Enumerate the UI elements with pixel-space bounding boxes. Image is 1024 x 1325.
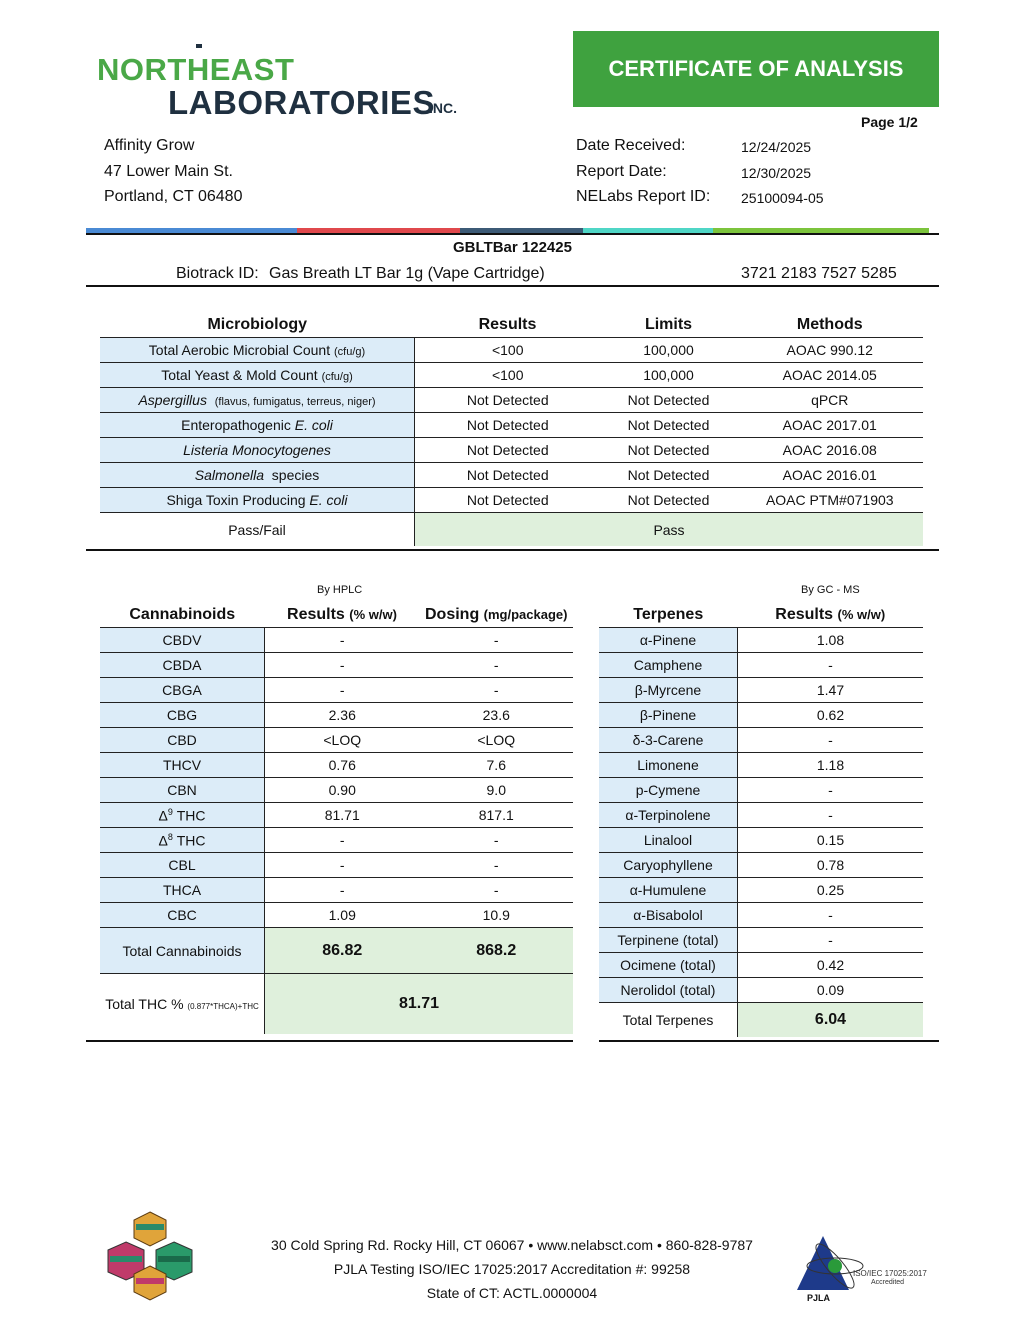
- result-cell: -: [265, 853, 420, 878]
- divider: [86, 1040, 573, 1042]
- result-cell: 2.36: [265, 703, 420, 728]
- total-result: 86.82: [265, 928, 420, 974]
- result-cell: 0.42: [738, 953, 924, 978]
- table-row: [100, 703, 573, 728]
- table-row: [100, 753, 573, 778]
- row-label: Ocimene (total): [599, 953, 738, 978]
- logo-northeast: NORTHEAST: [97, 52, 295, 87]
- dosing-cell: 817.1: [420, 803, 574, 828]
- divider: [86, 285, 939, 287]
- pass-fail-row: [100, 513, 923, 547]
- table-row: [100, 413, 923, 438]
- result-cell: Not Detected: [415, 463, 601, 488]
- row-label: Nerolidol (total): [599, 978, 738, 1003]
- row-label: Enteropathogenic E. coli: [100, 413, 415, 438]
- total-dosing: 868.2: [420, 928, 574, 974]
- row-label: Listeria Monocytogenes: [100, 438, 415, 463]
- row-label: p-Cymene: [599, 778, 738, 803]
- result-cell: 0.76: [265, 753, 420, 778]
- table-row: [100, 878, 573, 903]
- table-row: [100, 463, 923, 488]
- row-label: Aspergillus (flavus, fumigatus, terreus, niger): [100, 388, 415, 413]
- table-row: [100, 488, 923, 513]
- table-row: [100, 803, 573, 828]
- dosing-cell: -: [420, 828, 574, 853]
- dosing-cell: 10.9: [420, 903, 574, 928]
- row-label: Total Cannabinoids: [100, 928, 265, 974]
- method-cell: AOAC 990.12: [737, 338, 924, 363]
- row-label: δ-3-Carene: [599, 728, 738, 753]
- table-row: [100, 678, 573, 703]
- row-label: Caryophyllene: [599, 853, 738, 878]
- iso-accredited-label: Accredited: [871, 1279, 905, 1286]
- limit-cell: 100,000: [601, 338, 737, 363]
- result-cell: -: [738, 728, 924, 753]
- hplc-method-label: By HPLC: [317, 584, 363, 596]
- row-label: CBDA: [100, 653, 265, 678]
- result-cell: -: [265, 678, 420, 703]
- limit-cell: Not Detected: [601, 413, 737, 438]
- row-label: CBD: [100, 728, 265, 753]
- table-row: [100, 438, 923, 463]
- col-header: Results (% w/w): [287, 606, 397, 623]
- result-cell: -: [265, 628, 420, 653]
- limit-cell: Not Detected: [601, 438, 737, 463]
- row-label: Pass/Fail: [100, 513, 415, 547]
- col-header: Results (% w/w): [775, 606, 886, 623]
- result-cell: Not Detected: [415, 413, 601, 438]
- footer-state-license: State of CT: ACTL.0000004: [426, 1285, 598, 1301]
- result-cell: 81.71: [265, 803, 420, 828]
- table-row: [599, 828, 923, 853]
- method-cell: AOAC 2016.08: [737, 438, 924, 463]
- coa-banner: CERTIFICATE OF ANALYSIS: [573, 31, 939, 107]
- divider: [599, 1040, 939, 1042]
- dosing-cell: -: [420, 853, 574, 878]
- table-row: [100, 388, 923, 413]
- iso-label: ISO/IEC 17025:2017: [853, 1269, 927, 1278]
- result-cell: <100: [415, 363, 601, 388]
- page-number: Page 1/2: [861, 114, 918, 130]
- pass-fail-value: Pass: [415, 513, 924, 547]
- dosing-cell: 7.6: [420, 753, 574, 778]
- result-cell: <LOQ: [265, 728, 420, 753]
- col-header: Dosing (mg/package): [425, 606, 568, 623]
- method-cell: AOAC 2014.05: [737, 363, 924, 388]
- table-row: [100, 903, 573, 928]
- result-cell: 1.18: [738, 753, 924, 778]
- logo-laboratories: LABORATORIES: [168, 84, 435, 121]
- table-row: [599, 653, 923, 678]
- row-label: $\Delta^8$ THC: [100, 828, 265, 853]
- dosing-cell: <LOQ: [420, 728, 574, 753]
- row-label: β-Pinene: [599, 703, 738, 728]
- row-label: Total Aerobic Microbial Count (cfu/g): [100, 338, 415, 363]
- biotrack-label: Biotrack ID:: [176, 265, 259, 282]
- total-thc-row: [100, 974, 573, 1035]
- result-cell: -: [738, 803, 924, 828]
- report-date-label: Report Date:: [576, 163, 667, 180]
- dosing-cell: -: [420, 678, 574, 703]
- table-row: [599, 878, 923, 903]
- footer-address: 30 Cold Spring Rd. Rocky Hill, CT 06067 • www.nelabsct.com • 860-828-9787: [271, 1237, 753, 1253]
- method-cell: AOAC PTM#071903: [737, 488, 924, 513]
- result-cell: -: [265, 653, 420, 678]
- result-cell: 1.08: [738, 628, 924, 653]
- table-row: [599, 678, 923, 703]
- sample-description: Gas Breath LT Bar 1g (Vape Cartridge): [269, 265, 545, 282]
- table-row: [599, 728, 923, 753]
- table-row: [599, 903, 923, 928]
- row-label: CBG: [100, 703, 265, 728]
- table-row: [599, 803, 923, 828]
- dosing-cell: -: [420, 878, 574, 903]
- divider: [86, 549, 939, 551]
- divider: [86, 233, 939, 235]
- col-header: Microbiology: [207, 316, 308, 333]
- cannabinoids-table: [100, 603, 573, 1034]
- gcms-method-label: By GC - MS: [801, 584, 860, 596]
- row-label: THCA: [100, 878, 265, 903]
- result-cell: Not Detected: [415, 438, 601, 463]
- date-received-value: 12/24/2025: [741, 139, 812, 155]
- report-date-value: 12/30/2025: [741, 165, 812, 181]
- total-thc-value: 81.71: [265, 974, 574, 1035]
- total-cannabinoids-row: [100, 928, 573, 974]
- col-header: Limits: [644, 316, 693, 333]
- dosing-cell: -: [420, 653, 574, 678]
- result-cell: 1.47: [738, 678, 924, 703]
- logo-inc: INC.: [429, 100, 457, 116]
- table-row: [599, 703, 923, 728]
- client-name: Affinity Grow: [104, 137, 195, 154]
- table-row: [599, 853, 923, 878]
- row-label: Shiga Toxin Producing E. coli: [100, 488, 415, 513]
- row-label: α-Humulene: [599, 878, 738, 903]
- pjla-logo-icon: [793, 1232, 943, 1304]
- row-label: β-Myrcene: [599, 678, 738, 703]
- dosing-cell: 23.6: [420, 703, 574, 728]
- sample-name: GBLTBar 122425: [453, 239, 572, 256]
- result-cell: 0.25: [738, 878, 924, 903]
- result-cell: -: [738, 928, 924, 953]
- table-row: [100, 728, 573, 753]
- footer-accreditation: PJLA Testing ISO/IEC 17025:2017 Accreditation #: 99258: [333, 1261, 691, 1277]
- row-label: α-Terpinolene: [599, 803, 738, 828]
- table-row: [100, 653, 573, 678]
- row-label: Salmonella species: [100, 463, 415, 488]
- result-cell: 1.09: [265, 903, 420, 928]
- row-label: CBL: [100, 853, 265, 878]
- col-header: Terpenes: [633, 606, 704, 623]
- table-row: [599, 753, 923, 778]
- table-row: [599, 978, 923, 1003]
- table-row: [100, 853, 573, 878]
- row-label: Total THC % (0.877*THCA)+THC: [100, 974, 265, 1035]
- table-row: [100, 338, 923, 363]
- result-cell: -: [738, 653, 924, 678]
- table-row: [599, 778, 923, 803]
- table-row: [599, 628, 923, 653]
- row-label: Linalool: [599, 828, 738, 853]
- total-terpenes-value: 6.04: [738, 1003, 924, 1038]
- row-label: Terpinene (total): [599, 928, 738, 953]
- limit-cell: 100,000: [601, 363, 737, 388]
- table-row: [100, 828, 573, 853]
- microbiology-table: [100, 313, 923, 546]
- result-cell: -: [265, 828, 420, 853]
- result-cell: 0.62: [738, 703, 924, 728]
- client-address-2: Portland, CT 06480: [104, 188, 243, 205]
- result-cell: Not Detected: [415, 388, 601, 413]
- result-cell: 0.78: [738, 853, 924, 878]
- method-cell: AOAC 2016.01: [737, 463, 924, 488]
- result-cell: 0.09: [738, 978, 924, 1003]
- row-label: CBC: [100, 903, 265, 928]
- client-address-1: 47 Lower Main St.: [104, 163, 233, 180]
- limit-cell: Not Detected: [601, 488, 737, 513]
- result-cell: -: [738, 778, 924, 803]
- table-row: [100, 628, 573, 653]
- row-label: Camphene: [599, 653, 738, 678]
- method-cell: AOAC 2017.01: [737, 413, 924, 438]
- row-label: THCV: [100, 753, 265, 778]
- report-id-value: 25100094-05: [741, 190, 824, 206]
- limit-cell: Not Detected: [601, 388, 737, 413]
- row-label: α-Bisabolol: [599, 903, 738, 928]
- flask-icon: [191, 44, 207, 62]
- col-header: Cannabinoids: [129, 606, 236, 623]
- result-cell: -: [265, 878, 420, 903]
- total-terpenes-row: [599, 1003, 923, 1038]
- table-row: [599, 953, 923, 978]
- col-header: Results: [478, 316, 537, 333]
- table-row: [100, 778, 573, 803]
- dosing-cell: 9.0: [420, 778, 574, 803]
- row-label: CBDV: [100, 628, 265, 653]
- result-cell: <100: [415, 338, 601, 363]
- table-row: [100, 363, 923, 388]
- report-id-label: NELabs Report ID:: [576, 188, 711, 205]
- row-label: Total Terpenes: [599, 1003, 738, 1038]
- result-cell: Not Detected: [415, 488, 601, 513]
- col-header: Methods: [796, 316, 863, 333]
- table-row: [599, 928, 923, 953]
- pjla-label: PJLA: [807, 1293, 831, 1303]
- result-cell: 0.15: [738, 828, 924, 853]
- row-label: $\Delta^9$ THC: [100, 803, 265, 828]
- date-received-label: Date Received:: [576, 137, 686, 154]
- row-label: Limonene: [599, 753, 738, 778]
- biotrack-id: 3721 2183 7527 5285: [741, 265, 897, 282]
- row-label: α-Pinene: [599, 628, 738, 653]
- row-label: CBN: [100, 778, 265, 803]
- result-cell: -: [738, 903, 924, 928]
- terpenes-table: [599, 603, 923, 1037]
- method-cell: qPCR: [737, 388, 924, 413]
- limit-cell: Not Detected: [601, 463, 737, 488]
- row-label: CBGA: [100, 678, 265, 703]
- result-cell: 0.90: [265, 778, 420, 803]
- row-label: Total Yeast & Mold Count (cfu/g): [100, 363, 415, 388]
- dosing-cell: -: [420, 628, 574, 653]
